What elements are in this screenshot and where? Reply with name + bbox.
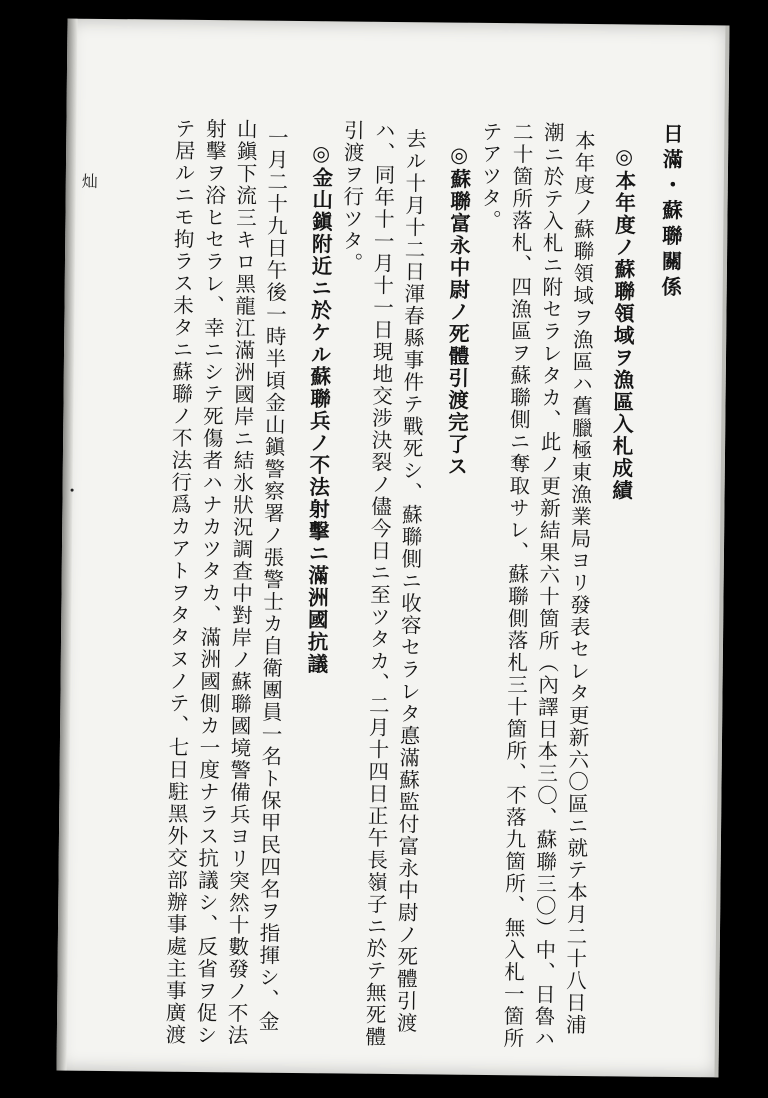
section-title-fishery-auction: ◎本年度ノ蘇聯領域ヲ漁區入札成績 [608,144,637,502]
text-column: 去ル十月十二日渾春縣事件テ戰死シ、蘇聯側ニ收容セラレタ悳滿蘇監付富永中尉ノ死體引渡 [392,128,427,1035]
text-column: テアツタ。 [477,120,503,232]
text-column: 引渡ヲ行ツタ。 [338,119,365,275]
text-column: ハ、同年十一月十一日現地交涉決裂ノ儘今日ニ至ツタカ、二月十四日正午長嶺子ニ於テ無死體 [361,119,396,1049]
text-column: 射擊ヲ浴ヒセラレ、幸ニシテ死傷者ハナカツタカ、滿洲國側カ一度ナラス抗議シ、反省ヲ促シ [192,117,227,1047]
section-title-body-handover: ◎蘇聯富永中尉ノ死體引渡完了ス [443,142,472,478]
document-heading: 日滿・蘇聯關係 [657,122,684,302]
ink-speck [71,489,74,492]
text-column: 二十箇所落札、四漁區ヲ蘇聯側ニ奪取サレ、蘇聯側落札三十箇所、不落九箇所、無入札一箇所 [499,121,534,1050]
text-column: 一月二十九日午後一時半頃金山鎭警察署ノ張警士カ自衛團員一名ト保甲民四名ヲ指揮シ、金 [254,126,289,1033]
text-column: 本年度ノ蘇聯領域ヲ漁區ハ舊臘極東漁業局ヨリ發表セレタ更新六〇區ニ就テ本月二十八日浦 [561,129,596,1037]
section-title-protest: ◎金山鎭附近ニ於ケル蘇聯兵ノ不法射擊ニ滿洲國抗議 [303,141,334,676]
text-column: 山鎭下流三キロ黑龍江滿洲國岸ニ結氷狀況調查中對岸ノ蘇聯國境警備兵ヨリ突然十數發ノ不法 [223,118,258,1047]
document-page [57,19,730,1078]
margin-mark: 灿 [81,171,98,191]
text-column: テ居ルニモ拘ラス未タニ蘇聯ノ不法行爲カアトヲタタヌノテ、七日駐黑外交部辦事處主事廣渡 [161,117,196,1047]
vertical-text-body [158,117,686,1050]
text-column: 潮ニ於テ入札ニ附セラレタカ、此ノ更新結果六十箇所（內譯日本三〇、蘇聯三〇）中、日魯ハ [530,121,565,1050]
